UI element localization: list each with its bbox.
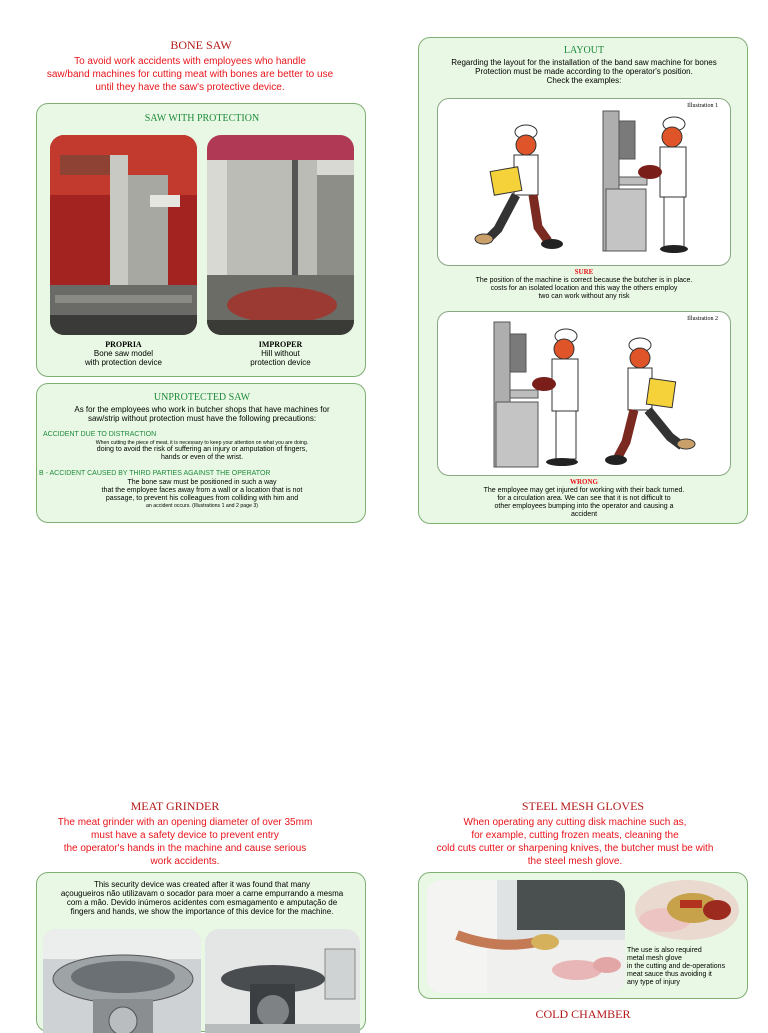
- text-line: for a circulation area. We can see that it is not difficult to: [497, 495, 671, 502]
- text-line: two can work without any risk: [538, 293, 630, 300]
- propria-caption-title: PROPRIA: [105, 340, 142, 349]
- text-line: fingers and hands, we show the importance of this device for the machine.: [70, 907, 334, 916]
- meat-grinder-panel: [36, 872, 366, 1032]
- text-line: hands or even of the wrist.: [160, 454, 244, 461]
- accident-third-parties-text: [37, 479, 367, 509]
- butcher-with-box-illustration: [438, 99, 731, 266]
- caption-line: with protection device: [85, 358, 162, 367]
- gloves-panel: [418, 872, 748, 999]
- sure-text: [419, 277, 749, 301]
- intro-line: the steel mesh glove.: [527, 856, 623, 867]
- saw-with-protection-photo: [50, 135, 197, 335]
- intro-line: The meat grinder with an opening diameter of over 35mm: [57, 817, 313, 828]
- intro-line: Protection must be made according to the operator's position.: [475, 67, 693, 76]
- meat-grinder-photo-2: [205, 929, 360, 1033]
- text-line: an accident occurs. (Illustrations 1 and 2 page 3): [146, 503, 258, 509]
- saw-without-protection-photo: [207, 135, 354, 335]
- bone-saw-title: BONE SAW: [170, 38, 232, 52]
- text-line: other employees bumping into the operator and causing a: [494, 503, 674, 510]
- text-line: When cutting the piece of meat, it is necessary to keep your attention on what you are doing.: [95, 440, 309, 446]
- saw-with-protection-panel: [36, 103, 366, 377]
- text-line: costs for an isolated location and this way the others employ: [490, 285, 678, 292]
- layout-title: LAYOUT: [563, 45, 605, 56]
- text-line: açougueiros não utilizavam o socador para moer a carne empurrando a mesma: [60, 889, 344, 898]
- intro-line: saw/strip without protection must have the following precautions:: [87, 414, 317, 423]
- intro-line: saw/band machines for cutting meat with bones are better to use: [46, 69, 334, 80]
- caption-line: Bone saw model: [93, 349, 154, 358]
- gloves-title: STEEL MESH GLOVES: [521, 799, 645, 813]
- improper-caption: [207, 349, 354, 367]
- caption-line: Hill without: [261, 349, 300, 358]
- text-line: This security device was created after it was found that many: [93, 880, 311, 889]
- accident-third-parties-title: B - ACCIDENT CAUSED BY THIRD PARTIES AGAINST THE OPERATOR: [39, 470, 271, 477]
- intro-line: Regarding the layout for the installation of the band saw machine for bones: [451, 58, 717, 67]
- gloves-intro: [410, 816, 740, 868]
- illustration-2-label: Illustration 2: [687, 316, 718, 322]
- accident-distraction-title: ACCIDENT DUE TO DISTRACTION: [43, 431, 157, 438]
- intro-line: for example, cutting frozen meats, cleaning the: [471, 830, 679, 841]
- improper-caption-title: IMPROPER: [258, 340, 303, 349]
- text-line: The position of the machine is correct because the butcher is in place.: [475, 277, 693, 284]
- text-line: passage, to prevent his colleagues from colliding with him and: [105, 495, 299, 502]
- unprotected-saw-title: UNPROTECTED SAW: [153, 392, 251, 403]
- text-line: accident: [570, 511, 598, 518]
- layout-panel: [418, 37, 748, 524]
- unprotected-saw-intro: [37, 405, 367, 423]
- text-line: in the cutting and de-operations: [627, 963, 726, 970]
- butcher-cutting-photo: [427, 880, 625, 993]
- accident-distraction-text: [37, 440, 367, 462]
- text-line: The employee may get injured for working with their back turned.: [483, 487, 685, 494]
- intro-line: must have a safety device to prevent entry: [91, 830, 279, 841]
- bone-saw-intro: [20, 55, 360, 94]
- text-line: The bone saw must be positioned in such a way: [127, 479, 277, 486]
- intro-line: the operator's hands in the machine and cause serious: [63, 843, 307, 854]
- meat-grinder-text: [37, 880, 367, 916]
- intro-line: cold cuts cutter or sharpening knives, the butcher must be with: [436, 843, 714, 854]
- text-line: The use is also required: [627, 947, 702, 954]
- wrong-text: [419, 487, 749, 519]
- propria-caption: [50, 349, 197, 367]
- meat-grinder-title: MEAT GRINDER: [130, 799, 220, 813]
- wrong-label: WRONG: [570, 478, 598, 486]
- meat-grinder-intro: [10, 816, 360, 868]
- intro-line: Check the examples:: [546, 76, 622, 85]
- cold-chamber-title: COLD CHAMBER: [535, 1007, 631, 1021]
- intro-line: work accidents.: [150, 856, 220, 867]
- meat-grinder-photo-1: [43, 929, 201, 1033]
- intro-line: until they have the saw's protective device.: [95, 82, 285, 93]
- text-line: any type of injury: [627, 979, 680, 986]
- illustration-2-box: [437, 311, 731, 476]
- intro-line: When operating any cutting disk machine such as,: [463, 817, 687, 828]
- text-line: com a mão. Devido inúmeros acidentes com esmagamento e amputação de: [66, 898, 338, 907]
- illustration-1-box: [437, 98, 731, 266]
- layout-intro: [419, 58, 749, 85]
- mesh-glove-photo: [635, 880, 739, 940]
- intro-line: As for the employees who work in butcher shops that have machines for: [74, 405, 330, 414]
- text-line: that the employee faces away from a wall or a location that is not: [101, 487, 303, 494]
- saw-with-protection-title: SAW WITH PROTECTION: [144, 113, 260, 124]
- illustration-1-label: Illustration 1: [687, 103, 718, 109]
- text-line: meat sauce thus avoiding it: [627, 971, 712, 978]
- text-line: doing to avoid the risk of suffering an injury or amputation of fingers,: [96, 446, 308, 453]
- caption-line: protection device: [250, 358, 311, 367]
- gloves-side-text: [627, 947, 747, 987]
- sure-label: SURE: [574, 268, 594, 276]
- unprotected-saw-panel: [36, 383, 366, 523]
- butcher-collision-illustration: [438, 312, 731, 476]
- intro-line: To avoid work accidents with employees who handle: [74, 56, 306, 67]
- text-line: metal mesh glove: [627, 955, 682, 962]
